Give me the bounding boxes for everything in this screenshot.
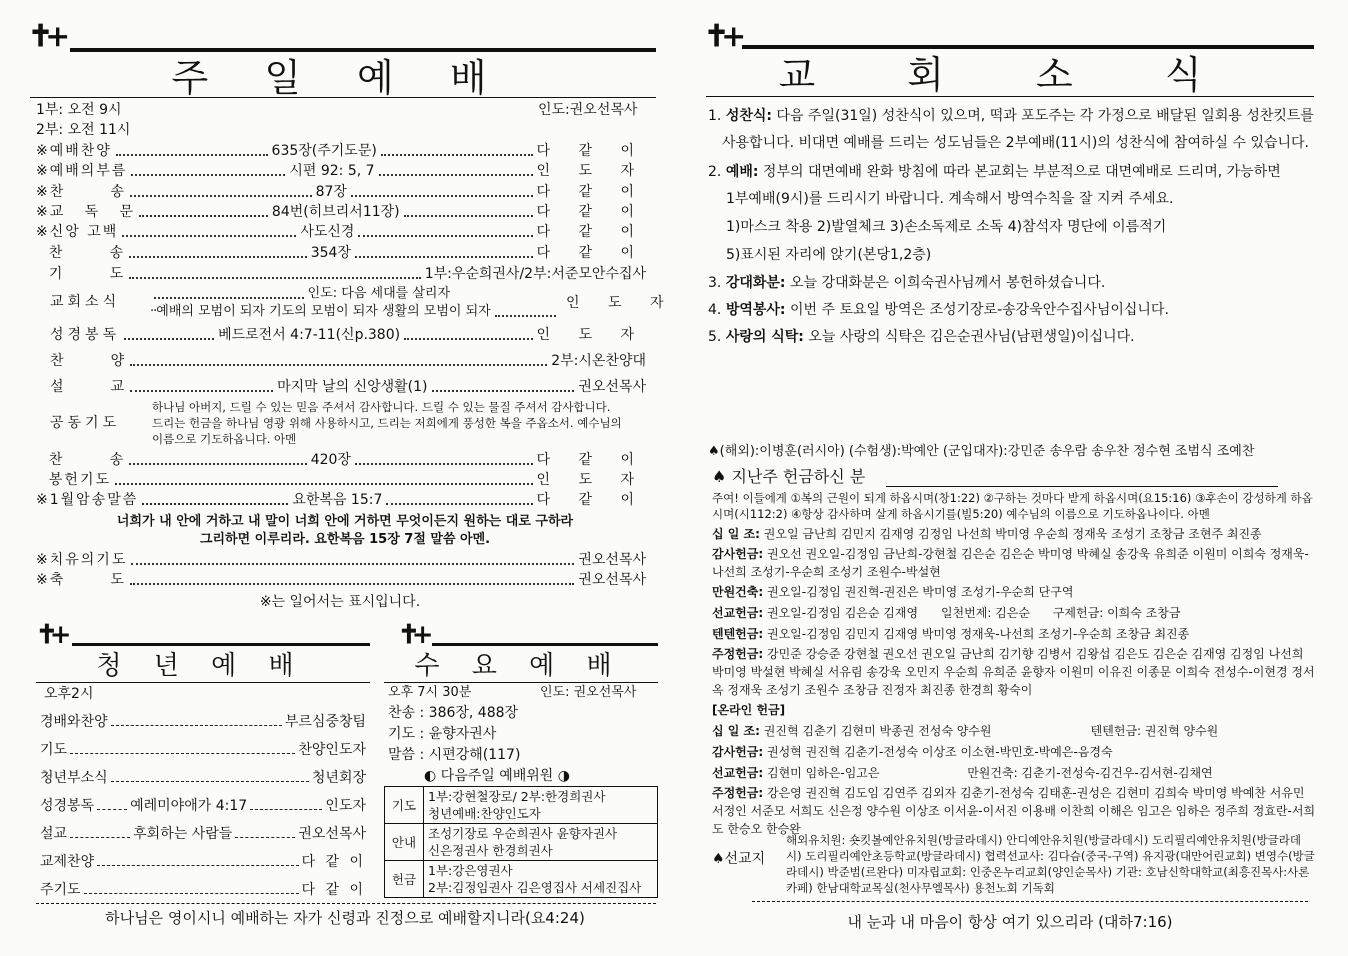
cross-icon: ✝+: [398, 620, 426, 650]
online-offering-label: [온라인 헌금]: [712, 703, 786, 717]
order-label: 찬 송: [36, 245, 126, 261]
news-body: 오늘 사랑의 식탁은 김은순권사님(남편생일)이십니다.: [803, 329, 1135, 345]
youth-row: [40, 852, 366, 872]
half-circle-icon: ◑: [553, 768, 570, 784]
order-center: 354장: [310, 245, 351, 261]
news-body: 이번 주 토요일 방역은 조성기장로-송강욱안수집사님이십니다.: [785, 302, 1169, 318]
title-underline: [30, 97, 656, 98]
news-right: 인 도 자: [566, 295, 676, 311]
reading-center: 베드로전서 4:7-11(신p.380): [218, 327, 401, 343]
order-center: 84번(히브리서11장): [271, 204, 400, 220]
order-center: 사도신경: [300, 224, 355, 240]
news-rules-2: 5)표시된 자리에 앉기(본당1,2층): [726, 247, 932, 263]
table-cell-line: 1부:강은영권사: [428, 863, 513, 878]
order-row: [36, 182, 646, 202]
reading-label: 성경봉독: [50, 327, 121, 343]
news-head: 방역봉사:: [725, 302, 786, 318]
offering-names: 권오선 권오일-김정임 금난희-강현철 김은순 김은순 박미영 박혜실 송강욱 유희준 이원미 이희숙 정재욱-나선희 조성기-우순희 조성기 조원수-박설현: [712, 547, 1309, 579]
offering-title-rule: [886, 486, 1278, 487]
table-cell: [424, 861, 658, 898]
news-num: 3.: [708, 275, 722, 291]
youth-row-right: 인도자: [325, 798, 366, 814]
order-row: [36, 570, 646, 590]
offering-row: [712, 645, 1317, 699]
order-right: 다 같 이: [536, 492, 646, 508]
news-item: [708, 270, 1318, 297]
offering-key: 주정헌금:: [712, 786, 764, 800]
footer-rule-right: [752, 901, 1308, 902]
sermon-right: 권오선목사: [578, 379, 646, 395]
anthem-right: 2부:시온찬양대: [551, 353, 646, 369]
youth-row-label: 기도: [40, 742, 68, 758]
youth-underline: [36, 682, 370, 683]
anthem-label: 찬 양: [50, 353, 127, 369]
order-center: 요한복음 15:7: [292, 492, 383, 508]
service-time-2: 2부: 오전 11시: [36, 122, 131, 138]
table-cell-line: 2부:김정임권사 김은영집사 서세진집사: [428, 880, 642, 895]
news-cont: 사용합니다. 비대면 예배를 드리는 성도님들은 2부예배(11시)의 성찬식에 참여하실 수 있습니다.: [722, 135, 1309, 151]
table-row: [385, 787, 658, 824]
order-row: [36, 470, 646, 490]
table-row: [385, 861, 658, 898]
offering-names: 김현미 임하은-임고은 만원건축: 김춘기-전성숙-김건우-김서현-김채연: [767, 766, 1213, 780]
youth-row: [40, 712, 366, 732]
footer-verse-left: 하나님은 영이시니 예배하는 자가 신령과 진정으로 예배할지니라(요4:24): [105, 909, 585, 927]
service-time-1: 1부: 오전 9시: [36, 102, 122, 118]
order-row: [36, 450, 646, 470]
news-line: ·· 예배의 모범이 되자 기도의 모범이 되자 생활의 모범이 되자: [150, 302, 560, 322]
news-head: 강대화분:: [725, 275, 786, 291]
table-row: [385, 824, 658, 861]
news-item: [708, 324, 1318, 351]
offering-row: [712, 700, 1317, 722]
youth-row-label: 청년부소식: [40, 770, 108, 786]
news-rules-1: 1)마스크 착용 2)발열체크 3)손소독제로 소독 4)참석자 명단에 이름적기: [726, 219, 1167, 235]
youth-row-right: 청년회장: [311, 770, 366, 786]
order-center: 87장: [315, 184, 347, 200]
news-line-1: 인도: 다음 세대를 살리자: [307, 286, 450, 301]
cross-icon: ✝+: [704, 19, 739, 54]
youth-row-right: 찬양인도자: [298, 742, 366, 758]
order-label: ※신앙 고백: [36, 224, 119, 240]
next-week-table: [384, 786, 658, 898]
next-week-title: [424, 766, 570, 786]
cross-icon: ✝+: [28, 19, 63, 54]
order-right: 권오선목사: [578, 552, 646, 568]
cross-icon: ✝+: [36, 620, 64, 650]
order-label: ※교 독 문: [36, 204, 136, 220]
order-center: 420장: [310, 452, 351, 468]
offering-row: [712, 763, 1317, 785]
spade-icon: ♠: [708, 444, 720, 459]
order-row: [36, 550, 646, 570]
news-cont: 1부예배(9시)를 드리시기 바랍니다. 계속해서 방역수칙을 잘 지켜 주세요.: [726, 191, 1174, 207]
header-rule-right: [742, 45, 1314, 49]
prayer-requests-text: (해외):이병훈(러시아) (수험생):박예안 (군입대자):강민준 송우람 송우찬 정수현 조범식 조예찬: [719, 444, 1255, 459]
reading-right: 인 도 자: [536, 327, 646, 343]
order-row: [36, 161, 646, 181]
wed-header-rule: [432, 643, 658, 646]
offering-names: 권진혁 김춘기 김현미 박종권 전성숙 양수원 텐텐헌금: 권진혁 양수원: [763, 724, 1219, 738]
table-key: 헌금: [385, 861, 424, 898]
youth-row-label: 설교: [40, 826, 68, 842]
offering-row: [712, 545, 1317, 581]
offering-names: 권오일 금난희 김민지 김재영 김정임 나선희 박미영 우순희 정재욱 조성기 조창금 조현주 최진종: [763, 527, 1262, 541]
youth-row-right: 다 같 이: [301, 854, 366, 870]
table-cell-line: 조성기장로 우순희권사 윤향자권사: [428, 826, 618, 841]
youth-row: [40, 796, 366, 816]
half-circle-icon: ◐: [424, 768, 441, 784]
wed-word: 말씀 : 시편강해(117): [388, 747, 521, 763]
next-week-title-text: 다음주일 예배위원: [440, 768, 554, 784]
church-news-title: 교 회 소 식: [778, 53, 1242, 97]
order-row: [36, 141, 646, 161]
offering-row: [712, 742, 1317, 764]
news-body: 정부의 대면예배 완화 방침에 따라 본교회는 부분적으로 대면예배로 드리며, 가능하면: [758, 164, 1281, 180]
order-right: 다 같 이: [536, 224, 646, 240]
order-right: 다 같 이: [536, 143, 647, 159]
order-right: 인 도 자: [536, 472, 646, 488]
prayer-label: 공동기도: [50, 415, 121, 431]
offering-names: 권오일-김정임 권진혁-권진은 박미영 조성기-우순희 단구역: [767, 585, 1074, 599]
news-body: 오늘 강대화분은 이희숙권사님께서 봉헌하셨습니다.: [785, 275, 1106, 291]
youth-row-right: 부르심중창팀: [284, 714, 366, 730]
sunday-service-title: 주 일 예 배: [171, 56, 509, 100]
news-head: 성찬식:: [725, 108, 772, 124]
service-leader: 인도:권오선목사: [538, 102, 638, 118]
sermon-center: 마지막 날의 신앙생활(1): [277, 379, 428, 395]
news-head: 사랑의 식탁:: [725, 329, 804, 345]
wed-title: 수 요 예 배: [414, 651, 624, 681]
offering-key: 십 일 조:: [712, 724, 760, 738]
offering-row: [712, 582, 1317, 604]
youth-row-center: 예레미야애가 4:17: [130, 798, 248, 814]
order-label: ※축 도: [36, 572, 126, 588]
offering-title: [712, 467, 865, 487]
order-center: 시편 92: 5, 7: [289, 163, 375, 179]
order-row: [36, 264, 646, 284]
prayer-requests: [708, 442, 1254, 462]
offering-row: [712, 524, 1317, 546]
standing-note: ※는 일어서는 표시입니다.: [259, 594, 421, 610]
offering-names: 권오일-김정임 김은순 김재영 일천번제: 김은순 구제헌금: 이희숙 조창금: [767, 606, 1181, 620]
youth-time: 오후2시: [44, 686, 94, 702]
youth-row-label: 성경봉독: [40, 798, 95, 814]
missionary-label: ♠선교지: [712, 851, 766, 867]
title-underline-right: [706, 96, 1314, 97]
reading-row: [50, 325, 646, 345]
offering-key: 감사헌금:: [712, 547, 764, 561]
news-body: 다음 주일(31일) 성찬식이 있으며, 떡과 포도주는 각 가정으로 배달된 일회용 성찬킷트를: [771, 108, 1314, 124]
order-right: 권오선목사: [578, 572, 646, 588]
youth-row-center: 후회하는 사람들: [133, 826, 233, 842]
news-num: 1.: [708, 108, 722, 124]
order-label: ※예배찬양: [36, 143, 112, 159]
youth-row: [40, 740, 366, 760]
order-label: 봉헌기도: [36, 472, 111, 488]
sermon-row: [50, 377, 646, 397]
order-label: ※예배의부름: [36, 163, 128, 179]
news-num: 5.: [708, 329, 722, 345]
offering-prayer: 주여! 이들에게 ①복의 근원이 되게 하옵시며(창1:22) ②구하는 것마다 받게 하옵시며(요15:16) ③후손이 강성하게 하옵시며(시112:2) ④항상 감사하며 살게 하옵시기를(빌5:20) 예수님의 이름으로 기도하옵나이다. 아멘: [712, 491, 1313, 521]
news-head: 예배:: [725, 164, 759, 180]
news-line-2: 예배의 모범이 되자 기도의 모범이 되자 생활의 모범이 되자: [156, 304, 491, 319]
order-row: [36, 222, 646, 242]
table-cell-line: 신은정권사 한경희권사: [428, 843, 553, 858]
youth-row: [40, 824, 366, 844]
offering-key: 십 일 조:: [712, 527, 760, 541]
table-key: 안내: [385, 824, 424, 861]
footer-rule: [36, 903, 656, 904]
news-line: [150, 284, 450, 304]
wed-hymn: 찬송 : 386장, 488장: [388, 705, 519, 721]
order-row: [36, 490, 646, 510]
missionary-text: 해외유치원: 숏킷볼예안유치원(방글라데시) 안디예안유치원(방글라데시) 도리필리예안유치원(방글라데시) 도리필리예안초등학교(방글라데시) 협력선교사: 김다슴(중국-구역) 유지광(대만어린교회) 변영수(방글라데시) 박준범(르완다) 미자립교회: 인중온누리교회(양인순목사) 기관: 호남신학대학교(최흥진목사:사론카페) 한남대학교목실(천사무엘목사) 용천노회 기독회: [786, 833, 1315, 895]
order-label: 찬 송: [36, 452, 126, 468]
news-num: 2.: [708, 164, 722, 180]
offering-key: 감사헌금:: [712, 745, 764, 759]
order-label: ※치유의기도: [36, 552, 128, 568]
wed-prayer: 기도 : 윤향자권사: [388, 726, 497, 742]
order-label: 기 도: [36, 266, 126, 282]
news-num: 4.: [708, 302, 722, 318]
order-label: ※1월암송말씀: [36, 492, 139, 508]
order-right: 다 같 이: [536, 204, 647, 220]
youth-title: 청 년 예 배: [96, 651, 306, 681]
wed-leader: 인도: 권오선목사: [540, 685, 637, 700]
youth-row-right: 권오선목사: [298, 826, 366, 842]
table-key: 기도: [385, 787, 424, 824]
youth-row-label: 경배와찬양: [40, 714, 108, 730]
footer-verse-right: 내 눈과 내 마음이 항상 여기 있으리라 (대하7:16): [847, 913, 1173, 931]
order-right: 다 같 이: [536, 452, 646, 468]
offering-key: 선교헌금:: [712, 606, 764, 620]
youth-row-label: 주기도: [40, 882, 81, 898]
offering-row: [712, 721, 1317, 743]
table-cell: [424, 787, 658, 824]
offering-names: 권성혁 권진혁 김춘기-전성숙 이상조 이소현-박민호-박예은-음경숙: [767, 745, 1113, 759]
offering-names: 권오일-김정임 김민지 김재영 박미영 정재욱-나선희 조성기-우순희 조창금 최진종: [767, 627, 1190, 641]
order-label: ※찬 송: [36, 184, 126, 200]
youth-row: [40, 768, 366, 788]
youth-row-label: 교제찬양: [40, 854, 95, 870]
order-center: 635장(주기도문): [271, 143, 377, 159]
order-right: 1부:우순희권사/2부:서준모안수집사: [424, 266, 646, 282]
memory-verse-2: 그리하면 이루리라. 요한복음 15장 7절 말씀 아멘.: [199, 532, 491, 547]
offering-key: 주정헌금:: [712, 647, 764, 661]
order-right: 인 도 자: [536, 163, 647, 179]
wed-time: 오후 7시 30분: [388, 685, 472, 700]
table-cell-line: 1부:강현철장로/ 2부:한경희권사: [428, 789, 606, 804]
news-item: [708, 103, 1318, 130]
prayer-text: 하나님 아버지, 드릴 수 있는 믿음 주셔서 감사합니다. 드릴 수 있는 물질 주셔서 감사합니다. 드리는 헌금을 하나님 영광 위해 사용하시고, 드리는 저희에게 풍성한 복을 주옵소서. 예수님의 이름으로 기도하옵니다. 아멘: [152, 400, 622, 446]
youth-header-rule: [72, 643, 370, 646]
offering-row: [712, 624, 1317, 646]
offering-names: 강민준 강승준 강현철 권오선 권오일 금난희 김기향 김병서 김왕섭 김은도 김은순 김재영 김정임 나선희 박미영 박설현 박혜실 서유림 송강욱 오민지 우순희 유희준 윤향자 이원미 이유진 이종문 이희숙 전성수-이현경 정서옥 정재욱 조성기 조원수 조창금 진정자 최진종 한경희 황숙이: [712, 647, 1315, 697]
news-label: 교회소식: [50, 294, 121, 310]
offering-title-text: 지난주 헌금하신 분: [731, 467, 866, 486]
memory-verse-1: 너희가 내 안에 거하고 내 말이 너희 안에 거하면 무엇이든지 원하는 대로 구하라: [116, 514, 574, 529]
news-item: [708, 297, 1318, 324]
offering-names: 강은영 권진혁 김도임 김연주 김외자 김춘기-전성숙 김태훈-권성은 김현미 김희숙 박미영 박예찬 서유민 서정인 서준모 서희도 신은정 양수원 이상조 이서윤-이서진 이용배 이찬희 이해은 임고은 임하은 정주희 정효란-서희도 한승오 한승완: [712, 786, 1316, 836]
header-rule: [70, 48, 656, 52]
sermon-label: 설 교: [50, 379, 127, 395]
offering-row: [712, 603, 1317, 625]
offering-key: 텐텐헌금:: [712, 627, 764, 641]
table-cell-line: 청년예배:찬양인도자: [428, 806, 541, 821]
youth-row-right: 다 같 이: [301, 882, 366, 898]
order-row: [36, 202, 646, 222]
order-right: 다 같 이: [536, 245, 646, 261]
offering-row: [712, 784, 1317, 838]
news-item: [708, 159, 1318, 186]
youth-row: [40, 880, 366, 900]
order-right: 다 같 이: [536, 184, 647, 200]
spade-icon: ♠: [712, 467, 732, 486]
anthem-row: [50, 351, 646, 371]
offering-key: 만원건축:: [712, 585, 764, 599]
table-cell: [424, 824, 658, 861]
offering-key: 선교헌금:: [712, 766, 764, 780]
order-row: [36, 243, 646, 263]
